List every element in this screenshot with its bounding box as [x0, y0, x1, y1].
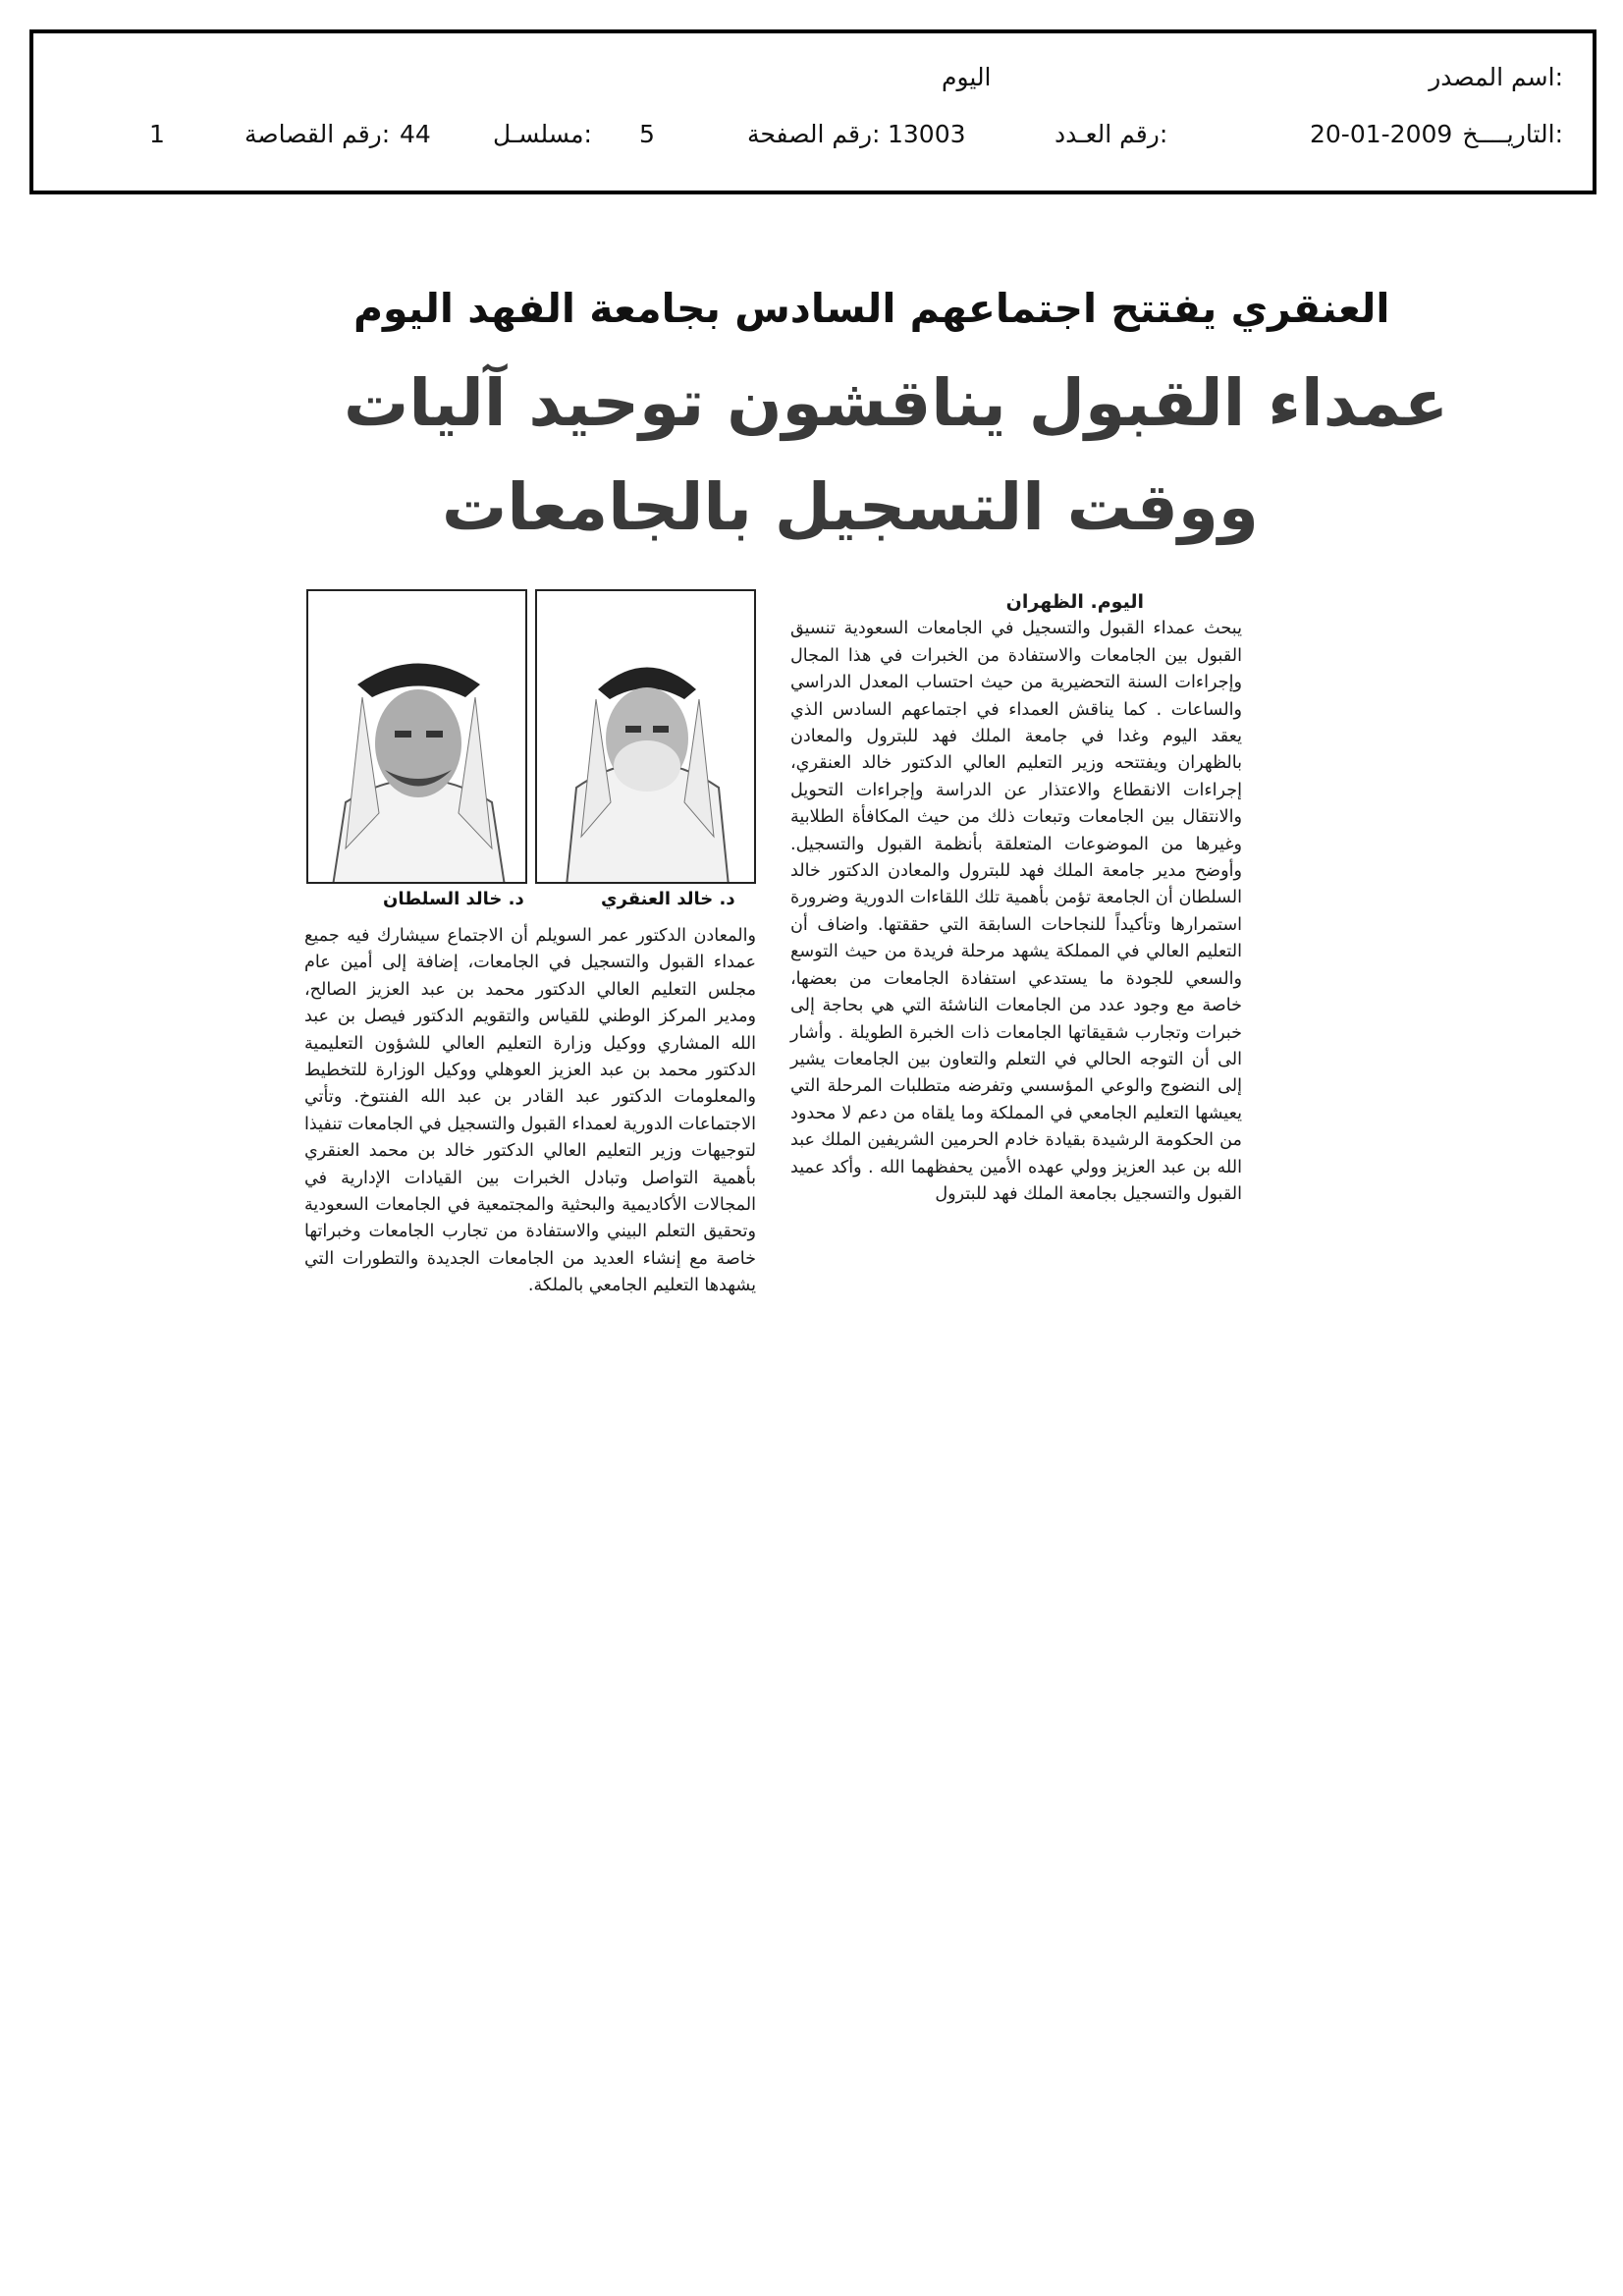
page-label: رقم الصفحة:	[747, 120, 881, 148]
serial-value: 44	[400, 120, 431, 148]
article-left-text: والمعادن الدكتور عمر السويلم أن الاجتماع سيشارك فيه جميع عمداء القبول والتسجيل في الجامعات، إضافة إلى أمين عام مجلس التعليم العالي الدكتور محمد بن عبد العزيز الصالح، ومدير المركز الوطني للقياس والتقويم الدكتور فيصل بن عبد الله المشاري ووكيل وزارة التعليم العالي للشؤون التعليمية الدكتور محمد بن عبد العزيز العوهلي ووكيل الوزارة للتخطيط والمعلومات الدكتور عبد القادر بن عبد الله الفنتوخ. وتأتي الاجتماعات الدورية لعمداء القبول والتسجيل في الجامعات تنفيذا لتوجيهات وزير التعليم العالي الدكتور خالد بن محمد العنقري بأهمية التواصل وتبادل الخبرات بين القيادات الإدارية في المجالات الأكاديمية والبحثية والمجتمعية في الجامعات السعودية وتحقيق التعلم البيني والاستفادة من تجارب الجامعات وخبراتها خاصة مع إنشاء العديد من الجامعات الجديدة والتطورات التي يشهدها التعليم الجامعي بالملكة.	[304, 926, 756, 1296]
photo-caption-alanqari: د. خالد العنقري	[601, 889, 735, 909]
article-left-column	[304, 923, 756, 1300]
headline-line-2: ووقت التسجيل بالجامعات	[442, 469, 1259, 545]
issue-value: 13003	[888, 120, 966, 148]
source-label: اسم المصدر:	[1429, 63, 1563, 91]
portrait-photo-icon	[537, 591, 756, 884]
article-dateline: اليوم. الظهران	[1005, 591, 1144, 613]
source-value: اليوم	[942, 63, 992, 91]
date-value: 20-01-2009	[1310, 120, 1453, 148]
page-value: 5	[639, 120, 655, 148]
issue-label: رقم العـدد:	[1055, 120, 1168, 148]
article-kicker: العنقري يفتتح اجتماعهم السادس بجامعة الفهد اليوم	[353, 285, 1390, 332]
clip-value: 1	[149, 120, 165, 148]
serial-label: مسلسـل:	[493, 120, 592, 148]
photo-khalid-alsultan	[306, 589, 527, 884]
portrait-photo-icon	[308, 591, 527, 884]
headline-line-1: عمداء القبول يناقشون توحيد آليات	[344, 365, 1449, 441]
article-right-column	[790, 589, 1242, 1208]
clip-label: رقم القصاصة:	[244, 120, 391, 148]
clipping-header	[29, 29, 1596, 194]
article-right-text: يبحث عمداء القبول والتسجيل في الجامعات السعودية تنسيق القبول بين الجامعات والاستفادة من الخبرات في هذا المجال وإجراءات السنة التحضيرية من حيث احتساب المعدل الدراسي والساعات . كما يناقش العمداء في اجتماعهم السادس الذي يعقد اليوم وغدا في جامعة الملك فهد للبترول والمعادن بالظهران ويفتتحه وزير التعليم العالي الدكتور خالد العنقري، إجراءات الانقطاع والاعتذار عن الدراسة وإجراءات التحويل والانتقال بين الجامعات وتبعات ذلك من حيث المكافأة الطلابية وغيرها من الموضوعات المتعلقة بأنظمة القبول والتسجيل. وأوضح مدير جامعة الملك فهد للبترول والمعادن الدكتور خالد السلطان أن الجامعة تؤمن بأهمية تلك اللقاءات الدورية وضرورة استمرارها وتأكيداً للنجاحات السابقة التي حققتها. واضاف أن التعليم العالي في المملكة يشهد مرحلة فريدة من حيث التوسع والسعي للجودة ما يستدعي استفادة الجامعات من بعضها، خاصة مع وجود عدد من الجامعات الناشئة التي هي بحاجة إلى خبرات وتجارب شقيقاتها الجامعات ذات الخبرة الطويلة . وأشار الى أن التوجه الحالي في التعلم والتعاون بين الجامعات يشير إلى النضوج والوعي المؤسسي وتفرضه متطلبات المرحلة التي يعيشها التعليم الجامعي في المملكة وما يلقاه من دعم لا محدود من الحكومة الرشيدة بقيادة خادم الحرمين الشريفين الملك عبد الله بن عبد العزيز وولي عهده الأمين يحفظهما الله . وأكد عميد القبول والتسجيل بجامعة الملك فهد للبترول	[790, 619, 1242, 1204]
photo-caption-alsultan: د. خالد السلطان	[383, 889, 524, 909]
photo-khalid-alanqari	[535, 589, 756, 884]
date-label: التاريــــخ:	[1462, 120, 1563, 148]
